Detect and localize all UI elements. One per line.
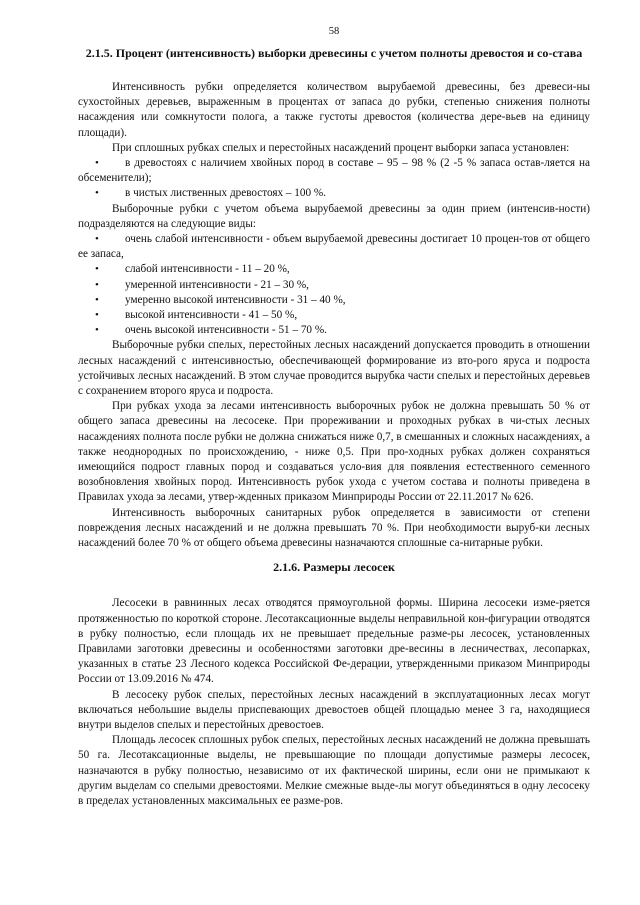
paragraph-cutting-area-shape: Лесосеки в равнинных лесах отводятся прямоугольной формы. Ширина лесосеки изме-ряется протяженностью по короткой стороне. Лесотаксационные выделы неправильной кон-фигурации отводятся в рубку полностью, если площадь их не превышает предельные разме-ры лесосек, установленных Правилами заготовки древесины и особенностями заготовки дре-весины в лесничествах, лесопарках, указанных в статье 23 Лесного кодекса Российской Фе-дерации, утвержденными приказом Минприроды России от 13.09.2016 № 474. — [78, 597, 590, 686]
paragraph-sanitary: Интенсивность выборочных санитарных рубок определяется в зависимости от степени повреждения лесных насаждений и не должна превышать 70 %. При необходимости выруб-ки лесных насаждений более 70 % от общего объема древесины назначаются сплошные са-нитарные рубки. — [78, 506, 590, 550]
paragraph-cutting-area-inclusion: В лесосеку рубок спелых, перестойных лесных насаждений в эксплуатационных лесах могут включаться небольшие выделы приспевающих древостоев общей площадью менее 3 га, находящиеся внутри выделов спелых и перестойных древостоев. — [78, 688, 590, 731]
paragraph-cutting-area-size: Площадь лесосек сплошных рубок спелых, перестойных лесных насаждений не должна превышать 50 га. Лесотаксационные выделы, не превышающие по площади допустимые размеры лесосек, назначаются в рубку полностью, независимо от их фактической ширины, если они не примыкают к другим выделам со спелыми древостоями. Мелкие смежные выде-лы могут объединяться в одну лесосеку в пределах установленных максимальных ее разме-ров. — [78, 734, 590, 807]
list-item: • слабой интенсивности - 11 – 20 %, — [78, 262, 590, 277]
list-item: • очень слабой интенсивности - объем вырубаемой древесины достигает 10 процен-тов от общего ее запаса, — [78, 232, 590, 262]
list-item: • умеренной интенсивности - 21 – 30 %, — [78, 278, 590, 293]
section-title-2-1-5: 2.1.5. Процент (интенсивность) выборки древесины с учетом полноты древостоя и со-става — [85, 46, 583, 60]
paragraph-selective-intro: Выборочные рубки с учетом объема вырубаемой древесины за один прием (интенсив-ности) подразделяются на следующие виды: — [78, 202, 590, 230]
list-item: • очень высокой интенсивности - 51 – 70 %. — [78, 323, 590, 338]
paragraph-clearcut-intro: При сплошных рубках спелых и перестойных насаждений процент выборки запаса установлен: — [112, 141, 570, 154]
list-item: • высокой интенсивности - 41 – 50 %, — [78, 308, 590, 323]
clearcut-list — [78, 156, 590, 202]
paragraph-care-cutting: При рубках ухода за лесами интенсивность выборочных рубок не должна превышать 50 % от общего запаса древесины на лесосеке. При прореживании и проходных рубках в чи-стых лесных насаждениях полнота после рубки не должна снижаться ниже 0,7, в смешанных и сложных насаждениях, а также неоднородных по происхождению, - ниже 0,5. При про-ходных рубках должен сохраняться имеющийся подрост главных пород и создаваться усло-вия для появления естественного семенного возобновления хвойных пород. Интенсивность рубок ухода с учетом состава и полноты приведена в Правилах ухода за лесами, утвер-жденных приказом Минприроды России от 22.11.2017 № 626. — [78, 400, 590, 504]
list-item: • в чистых лиственных древостоях – 100 %. — [78, 186, 590, 201]
selective-list — [78, 232, 590, 338]
list-item: • умеренно высокой интенсивности - 31 – 40 %, — [78, 293, 590, 308]
paragraph-intro: Интенсивность рубки определяется количеством вырубаемой древесины, без древеси-ны сухостойных деревьев, выраженным в процентах от запаса до рубки, степенью снижения полноты насаждения или сомкнутости полога, а также густоты древостоя (количества дере-вьев на единицу площади). — [78, 81, 590, 139]
page-number: 58 — [328, 26, 340, 37]
paragraph-selective-mature: Выборочные рубки спелых, перестойных лесных насаждений допускается проводить в отношении лесных насаждений с интенсивностью, обеспечивающей формирование из вто-рого яруса и подроста устойчивых лесных насаждений. В этом случае проводится вырубка части спелых и перестойных деревьев с сохранением второго яруса и подроста. — [78, 339, 590, 398]
section-title-2-1-6: 2.1.6. Размеры лесосек — [273, 560, 395, 575]
list-item: • в древостоях с наличием хвойных пород в составе – 95 – 98 % (2 -5 % запаса остав-ляется на обсеменители); — [78, 156, 590, 186]
